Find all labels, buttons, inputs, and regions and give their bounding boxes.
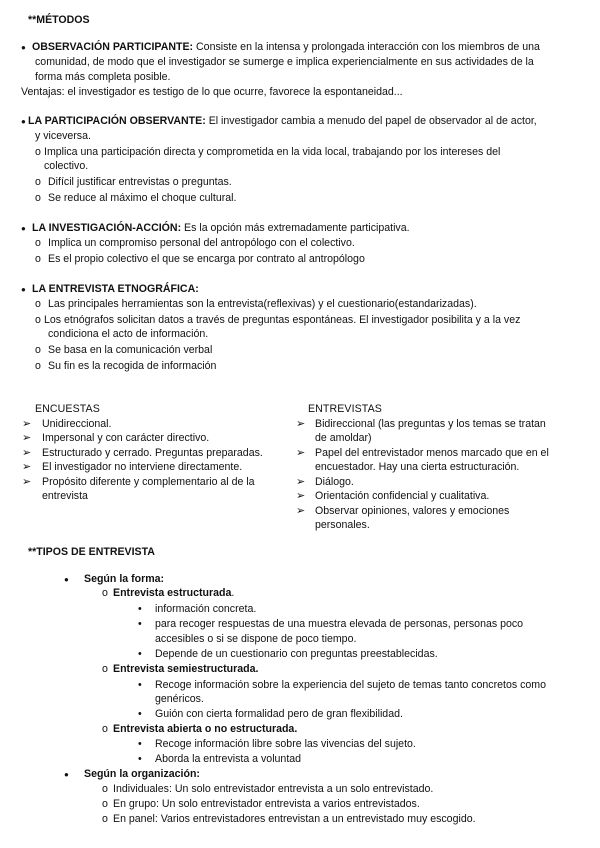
entrevistas-item: Orientación confidencial y cualitativa.	[315, 490, 490, 502]
circle-bullet: o	[35, 298, 41, 310]
circle-bullet: o	[35, 314, 41, 326]
arrow-bullet: ➢	[296, 476, 306, 488]
arrow-bullet: ➢	[22, 447, 32, 459]
observacion-line1: OBSERVACIÓN PARTICIPANTE: Consiste en la intensa y prolongada interacción con los miembros de una	[32, 41, 540, 53]
arrow-bullet: ➢	[296, 447, 306, 459]
circle-bullet: o	[102, 783, 108, 795]
list-item: para recoger respuestas de una muestra elevada de personas, personas poco	[155, 618, 524, 630]
entrevistas-title: ENTREVISTAS	[308, 403, 382, 415]
small-bullet: •	[138, 753, 142, 765]
participacion-line2: y viceversa.	[35, 130, 91, 142]
metodos-title: **MÉTODOS	[28, 14, 90, 26]
estructurada-title: Entrevista estructurada.	[113, 587, 235, 599]
semi-title: Entrevista semiestructurada.	[113, 663, 259, 675]
small-bullet: •	[138, 708, 142, 720]
list-item-cont: condiciona el acto de información.	[48, 328, 209, 340]
list-item-cont: genéricos.	[155, 693, 204, 705]
entrevista-etno-heading: LA ENTREVISTA ETNOGRÁFICA:	[32, 283, 199, 295]
circle-bullet: o	[102, 587, 108, 599]
entrevistas-item-cont: de amoldar)	[315, 432, 372, 444]
tipos-title: **TIPOS DE ENTREVISTA	[28, 546, 155, 558]
small-bullet: •	[138, 618, 142, 630]
bullet-dot: ●	[21, 43, 26, 52]
entrevistas-item: Bidireccional (las preguntas y los temas se tratan	[315, 418, 546, 430]
bullet-dot: ●	[64, 575, 69, 584]
forma-heading: Según la forma:	[84, 573, 165, 585]
list-item: Se reduce al máximo el choque cultural.	[48, 192, 237, 204]
list-item: Es el propio colectivo el que se encarga por contrato al antropólogo	[48, 253, 365, 265]
encuestas-title: ENCUESTAS	[35, 403, 100, 415]
list-item: Implica una participación directa y comprometida en la vida local, trabajando por los intereses del	[44, 146, 501, 158]
list-item: Recoge información libre sobre las vivencias del sujeto.	[155, 738, 416, 750]
entrevistas-item-cont: personales.	[315, 519, 370, 531]
list-item: Los etnógrafos solicitan datos a través de preguntas espontáneas. El investigador posibilita y a la vez	[44, 314, 521, 326]
list-item: En grupo: Un solo entrevistador entrevista a varios entrevistados.	[113, 798, 420, 810]
entrevistas-item: Papel del entrevistador menos marcado que en el	[315, 447, 549, 459]
list-item: Recoge información sobre la experiencia del sujeto de temas tanto concretos como	[155, 679, 547, 691]
observacion-line3: forma más completa posible.	[35, 71, 171, 83]
circle-bullet: o	[35, 344, 41, 356]
list-item: Se basa en la comunicación verbal	[48, 344, 213, 356]
abierta-title: Entrevista abierta o no estructurada.	[113, 723, 298, 735]
participacion-heading: LA PARTICIPACIÓN OBSERVANTE:	[28, 115, 206, 127]
bullet-dot: ●	[64, 770, 69, 779]
encuestas-item-cont: entrevista	[42, 490, 88, 502]
encuestas-item: Propósito diferente y complementario al de la	[42, 476, 255, 488]
encuestas-item: El investigador no interviene directamente.	[42, 461, 243, 473]
bullet-dot: ●	[21, 285, 26, 294]
small-bullet: •	[138, 603, 142, 615]
observacion-ventajas: Ventajas: el investigador es testigo de lo que ocurre, favorece la espontaneidad...	[21, 86, 403, 98]
list-item: Depende de un cuestionario con preguntas preestablecidas.	[155, 648, 438, 660]
arrow-bullet: ➢	[22, 418, 32, 430]
list-item: Aborda la entrevista a voluntad	[155, 753, 302, 765]
list-item: Individuales: Un solo entrevistador entrevista a un solo entrevistado.	[113, 783, 434, 795]
circle-bullet: o	[35, 237, 41, 249]
circle-bullet: o	[35, 176, 41, 188]
circle-bullet: o	[102, 798, 108, 810]
list-item-cont: accesibles o si se dispone de poco tiempo.	[155, 633, 357, 645]
observacion-line2: comunidad, de modo que el investigador se sumerge e implica experiencialmente en sus actividades de la	[35, 56, 534, 68]
list-item: Difícil justificar entrevistas o preguntas.	[48, 176, 232, 188]
circle-bullet: o	[35, 146, 41, 158]
list-item: información concreta.	[155, 603, 257, 615]
list-item-cont: colectivo.	[44, 160, 89, 172]
arrow-bullet: ➢	[296, 490, 306, 502]
arrow-bullet: ➢	[296, 505, 306, 517]
bullet-dot: ●	[21, 117, 26, 126]
list-item: Su fin es la recogida de información	[48, 360, 217, 372]
circle-bullet: o	[35, 192, 41, 204]
list-item: Guión con cierta formalidad pero de gran flexibilidad.	[155, 708, 403, 720]
arrow-bullet: ➢	[22, 461, 32, 473]
investigacion-heading: LA INVESTIGACIÓN-ACCIÓN:	[32, 222, 182, 234]
organizacion-heading: Según la organización:	[84, 768, 200, 780]
bullet-dot: ●	[21, 224, 26, 233]
list-item: En panel: Varios entrevistadores entrevistan a un entrevistado muy escogido.	[113, 813, 476, 825]
entrevistas-item-cont: encuestador. Hay una cierta estructuración.	[315, 461, 520, 473]
entrevistas-item: Observar opiniones, valores y emociones	[315, 505, 510, 517]
participacion-line1: LA PARTICIPACIÓN OBSERVANTE: El investigador cambia a menudo del papel de observador al de actor,	[28, 115, 537, 127]
encuestas-item: Unidireccional.	[42, 418, 112, 430]
encuestas-item: Estructurado y cerrado. Preguntas preparadas.	[42, 447, 263, 459]
list-item: Implica un compromiso personal del antropólogo con el colectivo.	[48, 237, 355, 249]
circle-bullet: o	[35, 253, 41, 265]
small-bullet: •	[138, 648, 142, 660]
encuestas-item: Impersonal y con carácter directivo.	[42, 432, 210, 444]
circle-bullet: o	[35, 360, 41, 372]
list-item: Las principales herramientas son la entrevista(reflexivas) y el cuestionario(estandarizadas).	[48, 298, 477, 310]
circle-bullet: o	[102, 723, 108, 735]
observacion-heading: OBSERVACIÓN PARTICIPANTE:	[32, 41, 194, 53]
small-bullet: •	[138, 738, 142, 750]
arrow-bullet: ➢	[22, 476, 32, 488]
investigacion-line1: LA INVESTIGACIÓN-ACCIÓN: Es la opción más extremadamente participativa.	[32, 222, 410, 234]
small-bullet: •	[138, 679, 142, 691]
entrevistas-item: Diálogo.	[315, 476, 354, 488]
arrow-bullet: ➢	[296, 418, 306, 430]
arrow-bullet: ➢	[22, 432, 32, 444]
circle-bullet: o	[102, 813, 108, 825]
circle-bullet: o	[102, 663, 108, 675]
